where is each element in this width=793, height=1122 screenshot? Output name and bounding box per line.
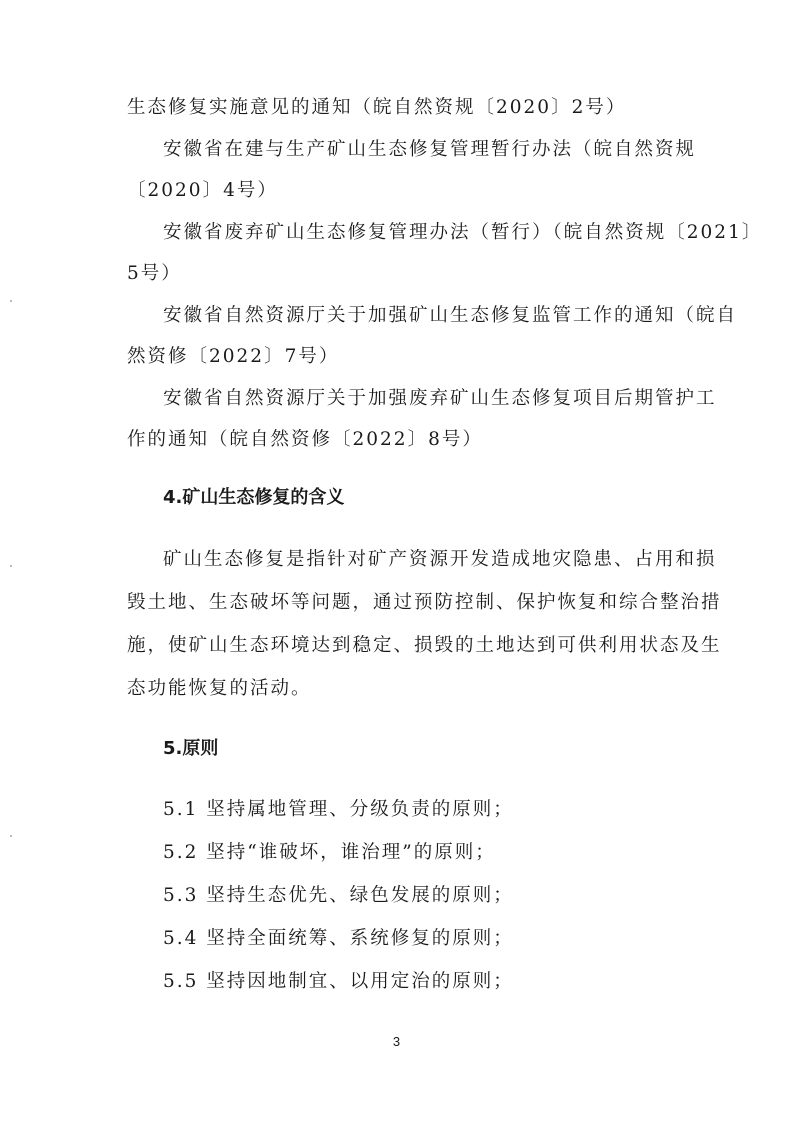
- section-4-paragraph-line-1: 矿山生态修复是指针对矿产资源开发造成地灾隐患、占用和损: [163, 549, 717, 570]
- principle-5-5: 5.5 坚持因地制宜、以用定治的原则；: [163, 971, 514, 992]
- regulation-4-line-1: 安徽省自然资源厅关于加强矿山生态修复监管工作的通知（皖自: [163, 305, 738, 326]
- regulation-5-line-1: 安徽省自然资源厅关于加强废弃矿山生态修复项目后期管护工: [163, 388, 717, 409]
- regulation-2-line-2: 〔2020〕4号）: [127, 180, 278, 201]
- section-5-heading: 5.原则: [163, 738, 219, 759]
- regulation-1-line-1: 生态修复实施意见的通知（皖自然资规〔2020〕2号）: [127, 97, 627, 118]
- section-4-paragraph-line-3: 施，使矿山生态环境达到稳定、损毁的土地达到可供利用状态及生: [127, 635, 722, 656]
- section-4-paragraph-line-2: 毁土地、生态破坏等问题，通过预防控制、保护恢复和综合整治措: [127, 592, 722, 613]
- page-number: 3: [392, 1034, 401, 1049]
- regulation-3-line-1: 安徽省废弃矿山生态修复管理办法（暂行）（皖自然资规〔2021〕: [163, 222, 763, 243]
- regulation-3-line-2: 5号）: [127, 263, 182, 284]
- section-4-heading: 4.矿山生态修复的含义: [163, 487, 345, 508]
- principle-5-1: 5.1 坚持属地管理、分级负责的原则；: [163, 799, 514, 820]
- regulation-5-line-2: 作的通知（皖自然资修〔2022〕8号）: [127, 429, 483, 450]
- scan-edge-mark: [10, 565, 12, 567]
- scan-edge-mark: [10, 300, 12, 302]
- regulation-2-line-1: 安徽省在建与生产矿山生态修复管理暂行办法（皖自然资规: [163, 139, 697, 160]
- scan-edge-mark: [10, 835, 12, 837]
- principle-5-2: 5.2 坚持“谁破坏，谁治理”的原则；: [163, 842, 496, 863]
- principle-5-4: 5.4 坚持全面统筹、系统修复的原则；: [163, 928, 514, 949]
- section-4-paragraph-line-4: 态功能恢复的活动。: [127, 678, 312, 699]
- regulation-4-line-2: 然资修〔2022〕7号）: [127, 346, 340, 367]
- principle-5-3: 5.3 坚持生态优先、绿色发展的原则；: [163, 885, 514, 906]
